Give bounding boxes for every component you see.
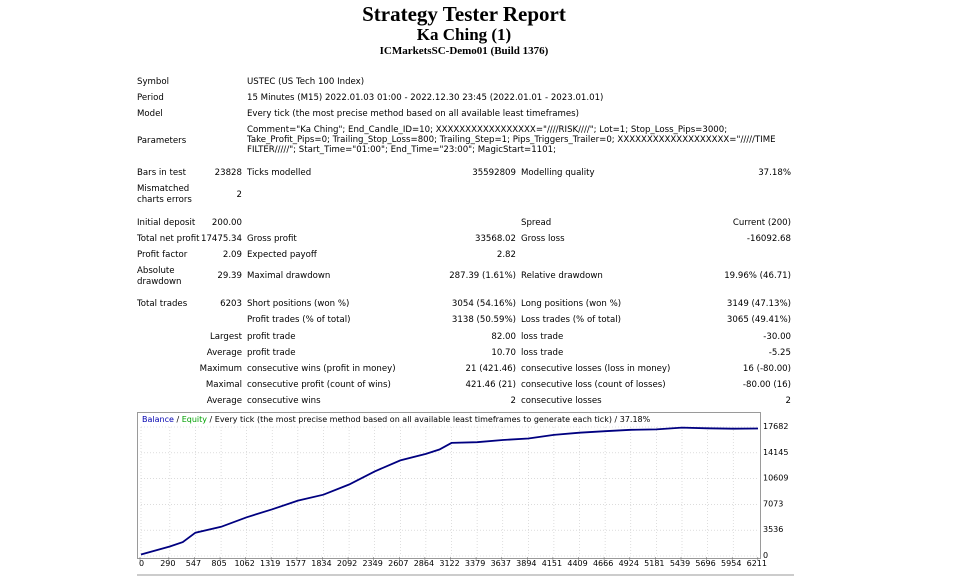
chart-plot <box>138 413 760 558</box>
max-drawdown-value: 287.39 (1.61%) <box>449 271 516 281</box>
profit-trades-label: Profit trades (% of total) <box>247 315 351 325</box>
expected-payoff-label: Expected payoff <box>247 250 317 260</box>
legend-equity: Equity <box>181 415 207 424</box>
x-tick-label: 3379 <box>464 559 486 568</box>
largest-loss-label: loss trade <box>521 332 564 342</box>
x-tick-label: 2092 <box>336 559 358 568</box>
period-value: 15 Minutes (M15) 2022.01.03 01:00 - 2022.12.30 23:45 (2022.01.01 - 2023.01.01) <box>247 93 604 103</box>
avg-cons-losses-value: 2 <box>785 396 791 406</box>
x-tick-label: 6211 <box>746 559 767 568</box>
ea-name: Ka Ching (1) <box>416 25 512 44</box>
largest-loss-value: -30.00 <box>763 332 791 342</box>
avg-cons-losses-label: consecutive losses <box>521 396 602 406</box>
bars-label: Bars in test <box>137 168 186 178</box>
maximal-cons-loss-value: -80.00 (16) <box>742 380 791 390</box>
net-profit-value: 17475.34 <box>200 234 242 244</box>
maximal-cons-loss-label: consecutive loss (count of losses) <box>521 380 666 390</box>
deposit-label: Initial deposit <box>137 218 196 228</box>
model-label: Model <box>137 109 163 119</box>
x-tick-label: 290 <box>160 559 176 568</box>
ticks-label: Ticks modelled <box>247 168 312 178</box>
largest-label: Largest <box>209 332 242 342</box>
y-tick-label: 17682 <box>763 422 789 431</box>
y-tick-label: 14145 <box>763 447 789 457</box>
y-tick-label: 0 <box>763 551 769 560</box>
x-tick-label: 2864 <box>413 559 435 568</box>
mismatch-label-2: charts errors <box>137 195 192 205</box>
avg-cons-wins-label: consecutive wins <box>247 396 321 406</box>
max-cons-wins-label: consecutive wins (profit in money) <box>247 364 396 374</box>
short-positions-value: 3054 (54.16%) <box>451 299 516 309</box>
max-cons-losses-value: 16 (-80.00) <box>742 364 791 374</box>
x-tick-label: 5696 <box>695 559 716 568</box>
balance-chart <box>137 412 761 559</box>
mismatch-label-1: Mismatched <box>137 184 190 194</box>
parameters-label: Parameters <box>137 136 187 146</box>
avg-cons-wins-value: 2 <box>510 396 516 406</box>
legend-balance: Balance <box>142 415 174 424</box>
y-tick-label: 3536 <box>763 525 784 535</box>
abs-drawdown-value: 29.39 <box>217 271 242 281</box>
x-tick-label: 2607 <box>388 559 409 568</box>
ticks-value: 35592809 <box>472 168 516 178</box>
long-positions-value: 3149 (47.13%) <box>726 299 791 309</box>
abs-drawdown-label-2: drawdown <box>137 277 182 287</box>
average-cons-label: Average <box>206 396 242 406</box>
maximal-label: Maximal <box>205 380 242 390</box>
x-tick-label: 3637 <box>490 559 511 568</box>
average-profit-label: profit trade <box>247 348 296 358</box>
maximum-label: Maximum <box>199 364 242 374</box>
average-loss-value: -5.25 <box>768 348 791 358</box>
x-tick-label: 4666 <box>592 559 614 568</box>
max-cons-losses-label: consecutive losses (loss in money) <box>521 364 671 374</box>
x-tick-label: 1062 <box>234 559 255 568</box>
average-label: Average <box>206 348 242 358</box>
x-tick-label: 4151 <box>541 559 563 568</box>
maximal-cons-profit-label: consecutive profit (count of wins) <box>247 380 391 390</box>
average-loss-label: loss trade <box>521 348 564 358</box>
quality-label: Modelling quality <box>521 168 595 178</box>
symbol-value: USTEC (US Tech 100 Index) <box>247 77 365 87</box>
max-cons-wins-value: 21 (421.46) <box>465 364 516 374</box>
model-value: Every tick (the most precise method based on all available least timeframes) <box>247 109 580 119</box>
x-tick-label: 805 <box>211 559 227 568</box>
x-tick-label: 5954 <box>721 559 742 568</box>
loss-trades-label: Loss trades (% of total) <box>521 315 621 325</box>
spread-value: Current (200) <box>732 218 791 228</box>
expected-payoff-value: 2.82 <box>496 250 516 260</box>
spread-label: Spread <box>521 218 552 228</box>
x-tick-label: 1834 <box>311 559 332 568</box>
profit-factor-label: Profit factor <box>137 250 188 260</box>
bars-value: 23828 <box>214 168 242 178</box>
parameters-value: Comment="Ka Ching"; End_Candle_ID=10; XXXXXXXXXXXXXXXXX="////RISK////"; Lot=1; Stop_Loss_Pips=3000; Take_Profit_Pips=0; Trailing_Stop_Loss=800; Trailing_Step=1; Pips_Triggers_Trailer=0; XXXXXXXXXXXXXXXXXXX="/////TIME FILTER/////"; Start_Time="01:00"; End_Time="23:00"; MagicStart=1101; <box>247 125 776 155</box>
maximal-cons-profit-value: 421.46 (21) <box>465 380 516 390</box>
gross-profit-value: 33568.02 <box>474 234 516 244</box>
mismatch-value: 2 <box>236 190 242 200</box>
report-title: Strategy Tester Report <box>362 2 566 26</box>
total-trades-value: 6203 <box>220 299 242 309</box>
symbol-label: Symbol <box>137 77 170 87</box>
x-tick-label: 1319 <box>260 559 281 568</box>
server-build: ICMarketsSC-Demo01 (Build 1376) <box>379 45 549 57</box>
x-tick-label: 4924 <box>618 559 639 568</box>
legend-description: / Every tick (the most precise method based on all available least timeframes to generate each tick) / 37.18% <box>206 415 651 424</box>
y-tick-label: 10609 <box>763 473 789 483</box>
total-trades-label: Total trades <box>137 299 188 309</box>
y-tick-label: 7073 <box>763 499 784 509</box>
profit-trades-value: 3138 (50.59%) <box>451 315 516 325</box>
abs-drawdown-label-1: Absolute <box>137 266 175 276</box>
x-tick-label: 1577 <box>285 559 307 568</box>
gross-loss-label: Gross loss <box>521 234 565 244</box>
largest-profit-label: profit trade <box>247 332 296 342</box>
x-tick-label: 5181 <box>644 559 665 568</box>
period-label: Period <box>137 93 164 103</box>
x-tick-label: 3894 <box>516 559 537 568</box>
x-tick-label: 3122 <box>439 559 460 568</box>
x-tick-label: 5439 <box>669 559 691 568</box>
x-tick-label: 2349 <box>362 559 383 568</box>
x-tick-label: 4409 <box>567 559 588 568</box>
net-profit-label: Total net profit <box>137 234 200 244</box>
gross-loss-value: -16092.68 <box>746 234 791 244</box>
gross-profit-label: Gross profit <box>247 234 297 244</box>
chart-legend <box>142 415 650 424</box>
rel-drawdown-label: Relative drawdown <box>521 271 603 281</box>
x-tick-label: 547 <box>185 559 202 568</box>
max-drawdown-label: Maximal drawdown <box>247 271 331 281</box>
rel-drawdown-value: 19.96% (46.71) <box>724 271 791 281</box>
deposit-value: 200.00 <box>211 218 242 228</box>
series-line-balance <box>141 428 758 555</box>
largest-profit-value: 82.00 <box>491 332 516 342</box>
quality-value: 37.18% <box>758 168 791 178</box>
legend-separator: / <box>173 415 182 424</box>
average-profit-value: 10.70 <box>491 348 516 358</box>
loss-trades-value: 3065 (49.41%) <box>726 315 791 325</box>
x-tick-label: 0 <box>139 559 145 568</box>
profit-factor-value: 2.09 <box>222 250 242 260</box>
short-positions-label: Short positions (won %) <box>247 299 350 309</box>
long-positions-label: Long positions (won %) <box>521 299 622 309</box>
